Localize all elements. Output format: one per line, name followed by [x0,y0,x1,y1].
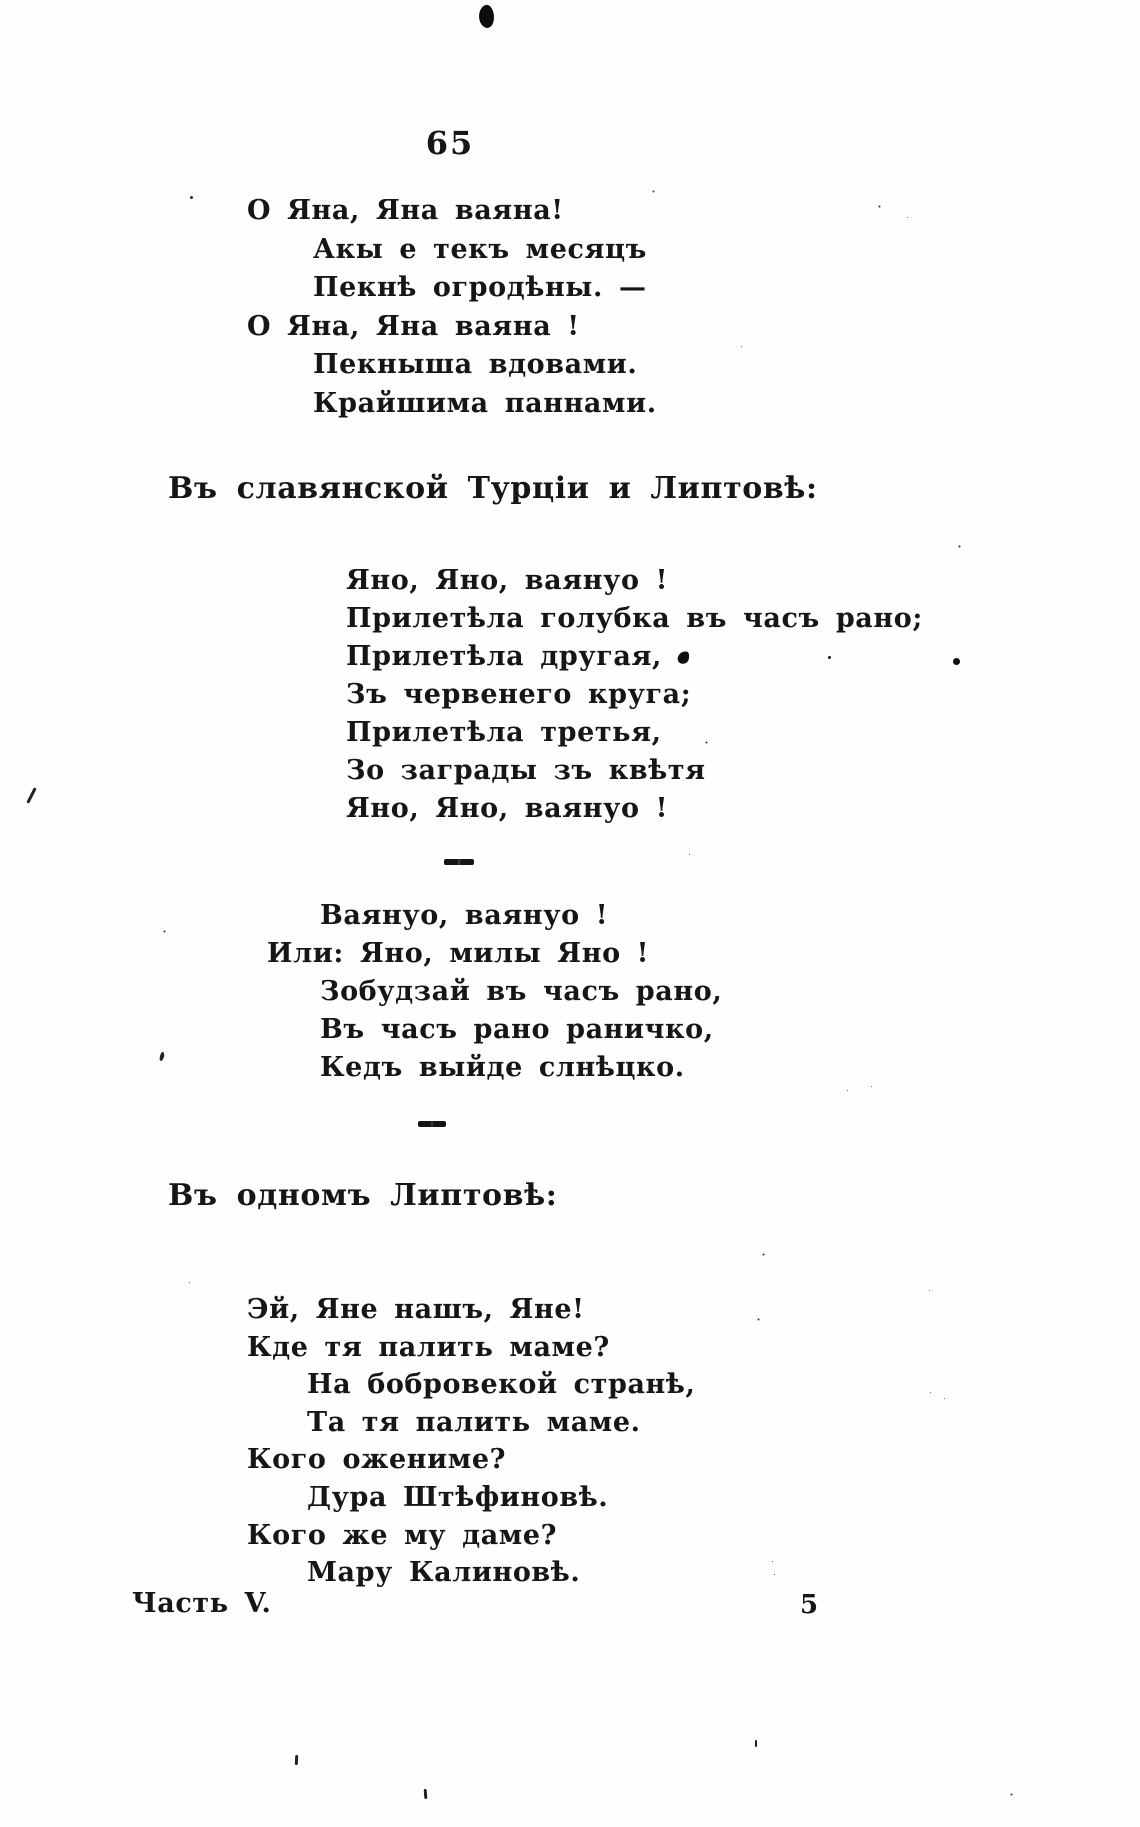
page-number: 65 [425,124,475,162]
verse-line: Прилетѣла голубка въ часъ рано; [346,603,923,634]
ink-blot-icon [677,650,691,665]
verse-line: Эй, Яне нашъ, Яне! [247,1294,585,1325]
verse-line: Или: Яно, милы Яно ! [267,938,650,969]
stanza-2 [346,562,923,828]
scan-tick [424,1789,428,1799]
verse-line: Въ часъ рано раничко, [320,1014,714,1045]
verse-line: На бобровекой странѣ, [307,1369,696,1401]
scan-specks [0,0,3,3]
verse-line: Кого же му даме? [247,1519,558,1551]
scan-comma-mark [159,1052,165,1062]
scan-tick [295,1755,299,1765]
verse-line: Кого ожениме? [247,1444,507,1476]
verse-line [346,638,923,676]
stanza-1 [247,192,657,423]
verse-line: Та тя палить маме. [307,1406,641,1438]
section-divider [418,1121,446,1127]
scan-slash-mark [26,787,36,804]
verse-line: Крайшима паннами. [313,387,657,419]
section-divider [444,859,474,865]
section-heading-2: Въ одномъ Липтовѣ: [168,1178,558,1213]
section-heading-1: Въ славянской Турціи и Липтовѣ: [168,471,818,506]
verse-line: Зобудзай въ часъ рано, [320,976,723,1007]
ink-blot-icon [477,4,495,29]
verse-text: Прилетѣла другая, [346,641,663,672]
verse-line: Яно, Яно, ваянуо ! [346,793,669,824]
verse-line: Мару Калиновѣ. [307,1557,581,1589]
verse-line: Зъ червенего круга; [346,679,692,710]
stanza-3 [267,897,722,1087]
verse-line: Кде тя палить маме? [247,1331,610,1363]
signature-mark: 5 [800,1590,819,1620]
verse-line: Пекнѣ огродѣны. — [313,272,647,303]
verse-line: Зо заграды зъ квѣтя [346,755,706,786]
verse-line: Яно, Яно, ваянуо ! [346,565,669,596]
verse-line: Акы е текъ месяцъ [313,233,647,265]
verse-line: Дура Штѣфиновѣ. [307,1481,609,1513]
footer-part-label: Часть V. [132,1588,272,1619]
verse-line: О Яна, Яна ваяна ! [247,310,580,342]
verse-line: Ваянуо, ваянуо ! [320,900,609,931]
stanza-4 [247,1291,695,1592]
verse-line: Кедъ выйде слнѣцко. [320,1052,685,1083]
verse-line: Пекныша вдовами. [313,349,638,380]
verse-line: Прилетѣла третья, [346,717,662,748]
scan-tick [755,1740,757,1747]
verse-line: О Яна, Яна ваяна! [247,195,564,226]
